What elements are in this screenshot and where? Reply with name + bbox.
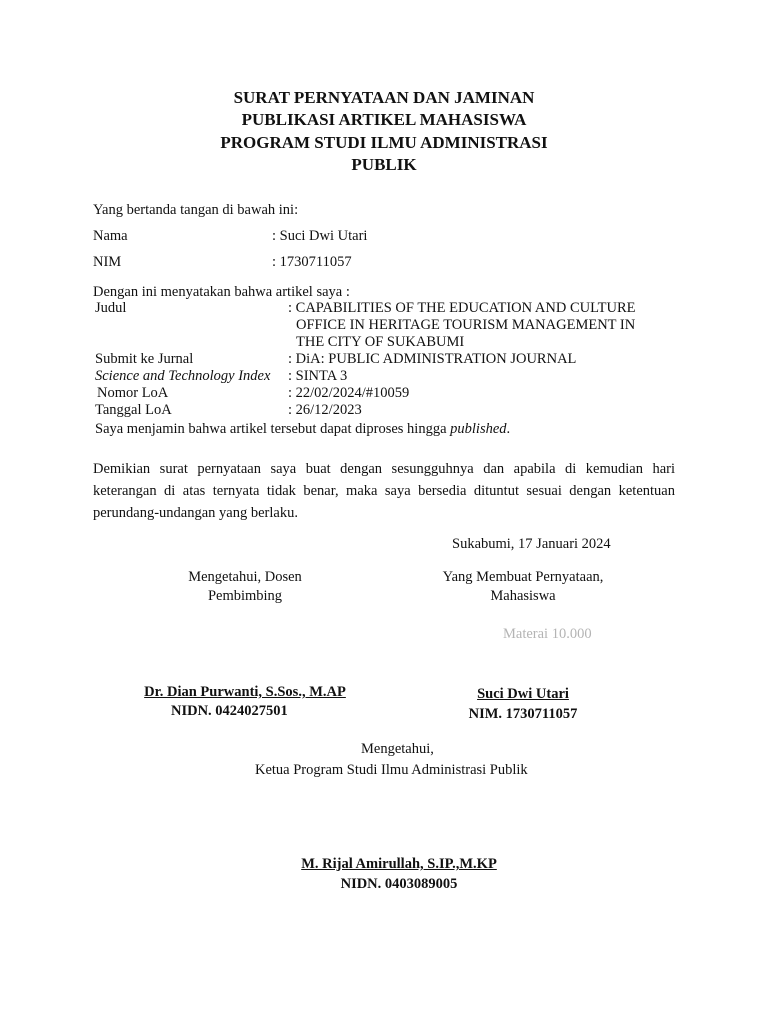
right-signer-id: NIM. 1730711057 — [468, 706, 578, 722]
intro-text: Yang bertanda tangan di bawah ini: — [93, 202, 299, 218]
right-role-line-1: Yang Membuat Pernyataan, — [442, 569, 604, 585]
nim-label: NIM — [93, 254, 122, 270]
nim-value: : 1730711057 — [272, 254, 352, 270]
index-value: : SINTA 3 — [288, 368, 348, 384]
place-date: Sukabumi, 17 Januari 2024 — [452, 536, 611, 552]
right-signer-name: Suci Dwi Utari — [477, 686, 569, 702]
nomor-loa-value: : 22/02/2024/#10059 — [288, 385, 410, 401]
guarantee-text — [95, 421, 510, 438]
judul-label: Judul — [95, 300, 127, 316]
judul-value-line-2: OFFICE IN HERITAGE TOURISM MANAGEMENT IN — [296, 317, 636, 333]
jurnal-label: Submit ke Jurnal — [95, 351, 194, 367]
guarantee-main: Saya menjamin bahwa artikel tersebut dapat diproses hingga — [95, 421, 451, 437]
materai-stamp-text: Materai 10.000 — [503, 626, 592, 642]
document-title-line-4: PUBLIK — [351, 155, 417, 174]
left-signer-id: NIDN. 0424027501 — [171, 703, 288, 719]
judul-value-line-3: THE CITY OF SUKABUMI — [296, 334, 465, 350]
left-role-line-1: Mengetahui, Dosen — [188, 569, 302, 585]
bottom-role: Ketua Program Studi Ilmu Administrasi Publik — [255, 762, 528, 778]
closing-paragraph: Demikian surat pernyataan saya buat dengan sesungguhnya dan apabila di kemudian hari keterangan di atas ternyata tidak benar, maka saya bersedia dituntut sesuai dengan ketentuan perundang-undangan yang berlaku. — [93, 461, 675, 521]
guarantee-end: . — [506, 421, 511, 437]
left-signer-name: Dr. Dian Purwanti, S.Sos., M.AP — [144, 684, 346, 700]
name-value: : Suci Dwi Utari — [272, 228, 368, 244]
document-title-line-2: PUBLIKASI ARTIKEL MAHASISWA — [241, 110, 527, 129]
guarantee-italic: published — [450, 421, 507, 437]
index-label: Science and Technology Index — [95, 368, 271, 384]
right-role-line-2: Mahasiswa — [490, 588, 556, 604]
statement-text: Dengan ini menyatakan bahwa artikel saya : — [93, 284, 350, 300]
tanggal-loa-label: Tanggal LoA — [95, 402, 172, 418]
tanggal-loa-value: : 26/12/2023 — [288, 402, 362, 418]
nomor-loa-label: Nomor LoA — [97, 385, 169, 401]
left-role-line-2: Pembimbing — [207, 588, 283, 604]
document-title-line-1: SURAT PERNYATAAN DAN JAMINAN — [233, 88, 535, 107]
name-label: Nama — [93, 228, 128, 244]
judul-value-line-1: : CAPABILITIES OF THE EDUCATION AND CULTURE — [288, 300, 636, 316]
bottom-signer-name: M. Rijal Amirullah, S.IP.,M.KP — [301, 856, 497, 872]
bottom-signer-id: NIDN. 0403089005 — [340, 876, 458, 892]
bottom-acknowledge: Mengetahui, — [361, 741, 434, 757]
jurnal-value: : DiA: PUBLIC ADMINISTRATION JOURNAL — [288, 351, 577, 367]
document-title-line-3: PROGRAM STUDI ILMU ADMINISTRASI — [220, 133, 548, 152]
